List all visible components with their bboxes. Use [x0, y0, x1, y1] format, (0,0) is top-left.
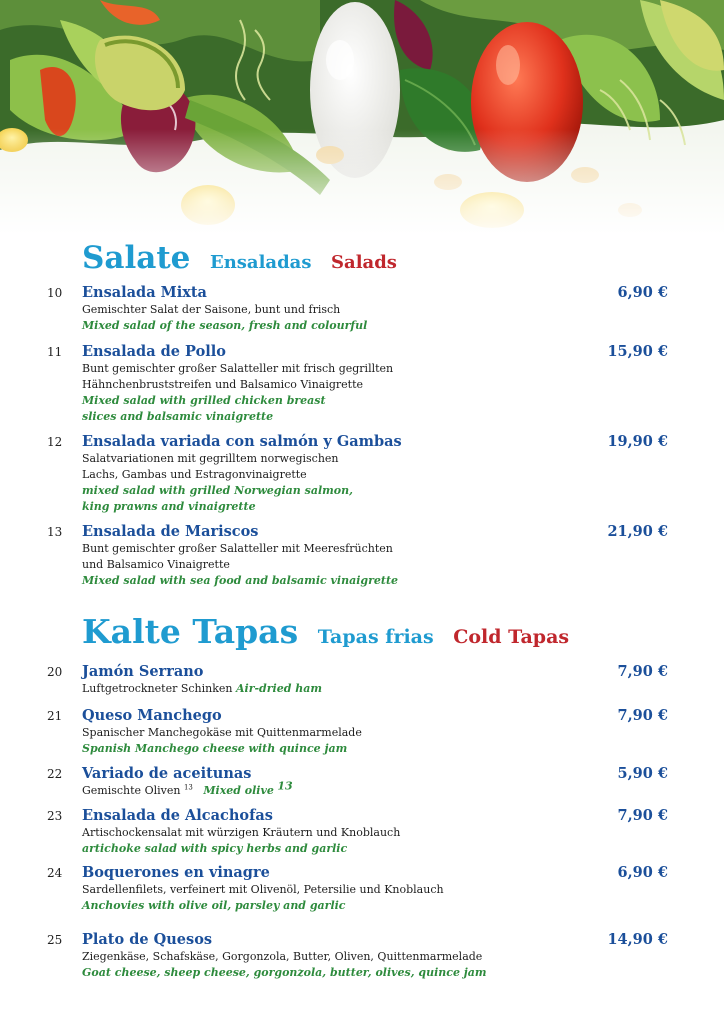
description-de: Sardellenfilets, verfeinert mit Olivenöl, Petersilie und Knoblauch	[82, 883, 444, 896]
description-de: Gemischter Salat der Saisone, bunt und frisch	[82, 303, 341, 316]
description-de: und Balsamico Vinaigrette	[82, 558, 230, 571]
description-de: Luftgetrockneter Schinken	[82, 682, 233, 695]
salad-photo	[0, 0, 724, 235]
description-en: Goat cheese, sheep cheese, gorgonzola, butter, olives, quince jam	[82, 966, 487, 979]
dish-price: 6,90 €	[617, 864, 668, 881]
description-de: Salatvariationen mit gegrilltem norwegischen	[82, 452, 339, 465]
item-number: 20	[47, 665, 63, 679]
item-number: 25	[47, 933, 63, 947]
tapas-title-de: Kalte Tapas	[82, 612, 299, 651]
description-de: Spanischer Manchegokäse mit Quittenmarmelade	[82, 726, 362, 739]
description-de: Gemischte Oliven	[82, 784, 181, 797]
description-en: mixed salad with grilled Norwegian salmon,	[82, 484, 353, 497]
dish-name: Ensalada de Pollo	[82, 343, 226, 360]
tapas-heading	[82, 612, 569, 651]
description-en: artichoke salad with spicy herbs and garlic	[82, 842, 348, 855]
dish-price: 15,90 €	[607, 343, 668, 360]
description-de: Ziegenkäse, Schafskäse, Gorgonzola, Butter, Oliven, Quittenmarmelade	[82, 950, 483, 963]
dish-price: 19,90 €	[607, 433, 668, 450]
description-en: Air-dried ham	[235, 682, 323, 695]
description-en: Spanish Manchego cheese with quince jam	[82, 742, 348, 755]
tapas-title-en: Cold Tapas	[453, 626, 570, 648]
salads-title-de: Salate	[82, 240, 191, 276]
description-en: king prawns and vinaigrette	[82, 500, 256, 513]
item-number: 10	[47, 286, 63, 300]
dish-name: Ensalada de Mariscos	[82, 523, 259, 540]
description-de: Artischockensalat mit würzigen Kräutern und Knoblauch	[82, 826, 401, 839]
salads-heading	[82, 240, 397, 276]
description-de: Bunt gemischter großer Salatteller mit Meeresfrüchten	[82, 542, 393, 555]
item-number: 24	[47, 866, 63, 880]
description-en: Mixed salad of the season, fresh and colourful	[82, 319, 368, 332]
dish-name: Variado de aceitunas	[82, 765, 252, 782]
dish-name: Queso Manchego	[82, 707, 222, 724]
salads-title-en: Salads	[331, 252, 397, 273]
description-en: Anchovies with olive oil, parsley and garlic	[82, 899, 346, 912]
dish-name: Ensalada de Alcachofas	[82, 807, 273, 824]
dish-price: 6,90 €	[617, 284, 668, 301]
item-number: 22	[47, 767, 63, 781]
description-de: Hähnchenbruststreifen und Balsamico Vinaigrette	[82, 378, 364, 391]
dish-price: 7,90 €	[617, 663, 668, 680]
dish-name: Plato de Quesos	[82, 931, 213, 948]
item-number: 21	[47, 709, 63, 723]
description-en: Mixed salad with grilled chicken breast	[82, 394, 326, 407]
tapas-title-es: Tapas frias	[317, 626, 434, 648]
item-number: 12	[47, 435, 63, 449]
dish-name: Ensalada variada con salmón y Gambas	[82, 433, 402, 450]
description-en: slices and balsamic vinaigrette	[82, 410, 274, 423]
description-de: Bunt gemischter großer Salatteller mit frisch gegrillten	[82, 362, 394, 375]
dish-price: 7,90 €	[617, 707, 668, 724]
allergen-note: 13	[183, 783, 193, 792]
dish-price: 14,90 €	[607, 931, 668, 948]
dish-name: Ensalada Mixta	[82, 284, 207, 301]
description-line	[82, 681, 522, 697]
item-number: 23	[47, 809, 63, 823]
description-de: Lachs, Gambas und Estragonvinaigrette	[82, 468, 307, 481]
dish-price: 7,90 €	[617, 807, 668, 824]
dish-name: Jamón Serrano	[82, 663, 204, 680]
item-number: 13	[47, 525, 63, 539]
description-line	[82, 779, 522, 799]
dish-name: Boquerones en vinagre	[82, 864, 270, 881]
item-number: 11	[47, 345, 63, 359]
allergen-note: 13	[277, 779, 293, 793]
dish-price: 5,90 €	[617, 765, 668, 782]
description-en: Mixed olive	[203, 784, 274, 797]
description-en: Mixed salad with sea food and balsamic vinaigrette	[82, 574, 399, 587]
dish-price: 21,90 €	[607, 523, 668, 540]
salads-title-es: Ensaladas	[209, 252, 312, 273]
